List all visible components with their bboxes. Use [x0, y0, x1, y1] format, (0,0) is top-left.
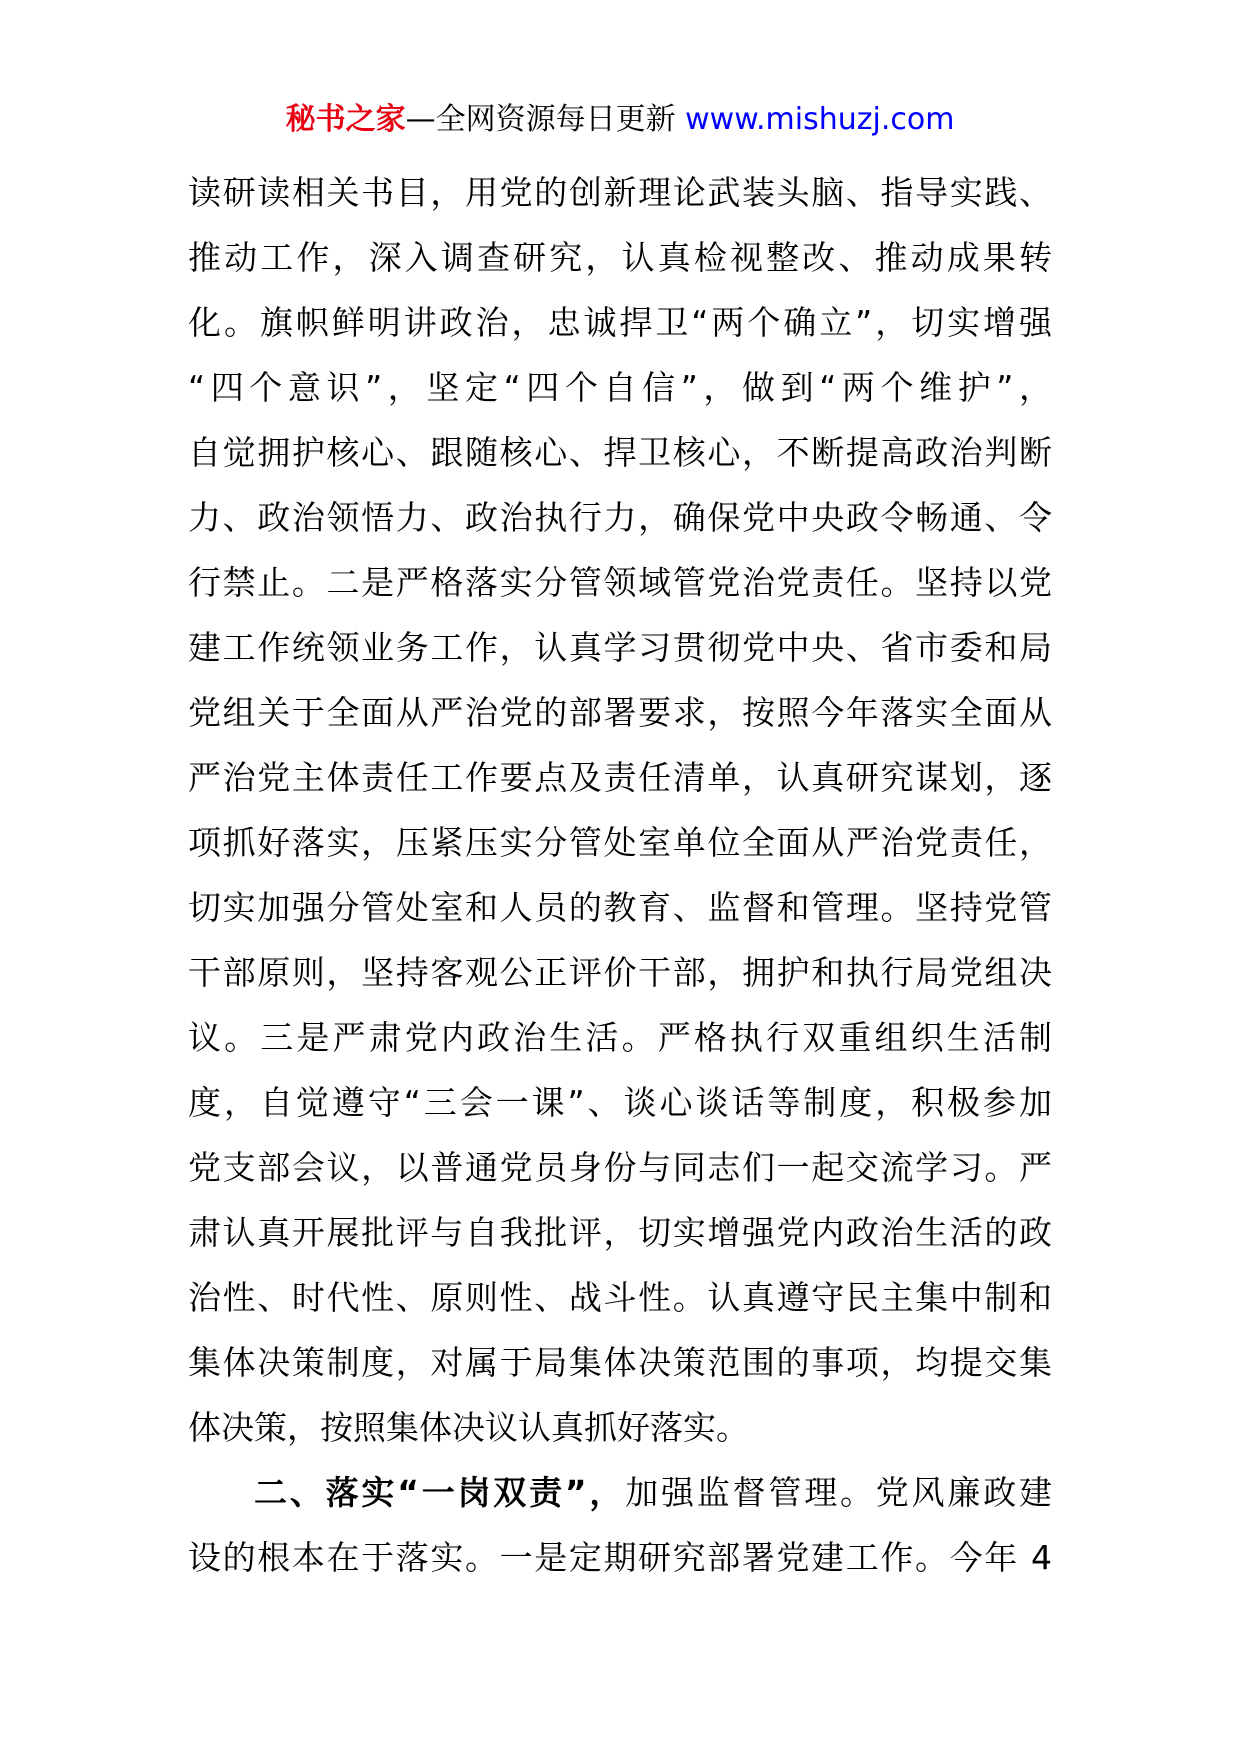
- site-url: www.mishuzj.com: [685, 102, 955, 137]
- text-line: 建工作统领业务工作，认真学习贯彻党中央、省市委和局: [188, 628, 1052, 667]
- text-line: 党支部会议，以普通党员身份与同志们一起交流学习。严: [188, 1148, 1052, 1187]
- text-line: 项抓好落实，压紧压实分管处室单位全面从严治党责任，: [188, 823, 1052, 862]
- text-line: 力、政治领悟力、政治执行力，确保党中央政令畅通、令: [188, 498, 1052, 537]
- text-line: 推动工作，深入调查研究，认真检视整改、推动成果转: [188, 238, 1052, 277]
- text-line: 体决策，按照集体决议认真抓好落实。: [188, 1408, 749, 1447]
- text-line: 严治党主体责任工作要点及责任清单，认真研究谋划，逐: [188, 758, 1052, 797]
- text-line: 行禁止。二是严格落实分管领域管党治党责任。坚持以党: [188, 563, 1052, 602]
- section-heading: 二、落实“一岗双责”，: [254, 1473, 626, 1512]
- text-line: 设的根本在于落实。一是定期研究部署党建工作。今年 4: [188, 1538, 1052, 1577]
- header-slogan: —全网资源每日更新: [405, 102, 676, 137]
- text-line: 度，自觉遵守“三会一课”、谈心谈话等制度，积极参加: [188, 1083, 1052, 1122]
- text-line: 切实加强分管处室和人员的教育、监督和管理。坚持党管: [188, 888, 1052, 927]
- section-heading-rest: 加强监督管理。党风廉政建: [625, 1473, 1052, 1512]
- text-line: 集体决策制度，对属于局集体决策范围的事项，均提交集: [188, 1343, 1052, 1382]
- text-line: 干部原则，坚持客观公正评价干部，拥护和执行局党组决: [188, 953, 1052, 992]
- paragraph-2-first-line: [188, 1460, 1052, 1525]
- text-line: 自觉拥护核心、跟随核心、捍卫核心，不断提高政治判断: [188, 433, 1052, 472]
- text-line: “四个意识”，坚定“四个自信”，做到“两个维护”，: [188, 368, 1052, 407]
- text-line: 治性、时代性、原则性、战斗性。认真遵守民主集中制和: [188, 1278, 1052, 1317]
- text-line: 议。三是严肃党内政治生活。严格执行双重组织生活制: [188, 1018, 1052, 1057]
- text-line: 党组关于全面从严治党的部署要求，按照今年落实全面从: [188, 693, 1052, 732]
- document-body: [188, 160, 1052, 1590]
- text-line: 化。旗帜鲜明讲政治，忠诚捍卫“两个确立”，切实增强: [188, 303, 1052, 342]
- brand-name: 秘书之家: [285, 102, 406, 137]
- page-header: [0, 100, 1240, 140]
- text-line: 肃认真开展批评与自我批评，切实增强党内政治生活的政: [188, 1213, 1052, 1252]
- text-line: 读研读相关书目，用党的创新理论武装头脑、指导实践、: [188, 173, 1052, 212]
